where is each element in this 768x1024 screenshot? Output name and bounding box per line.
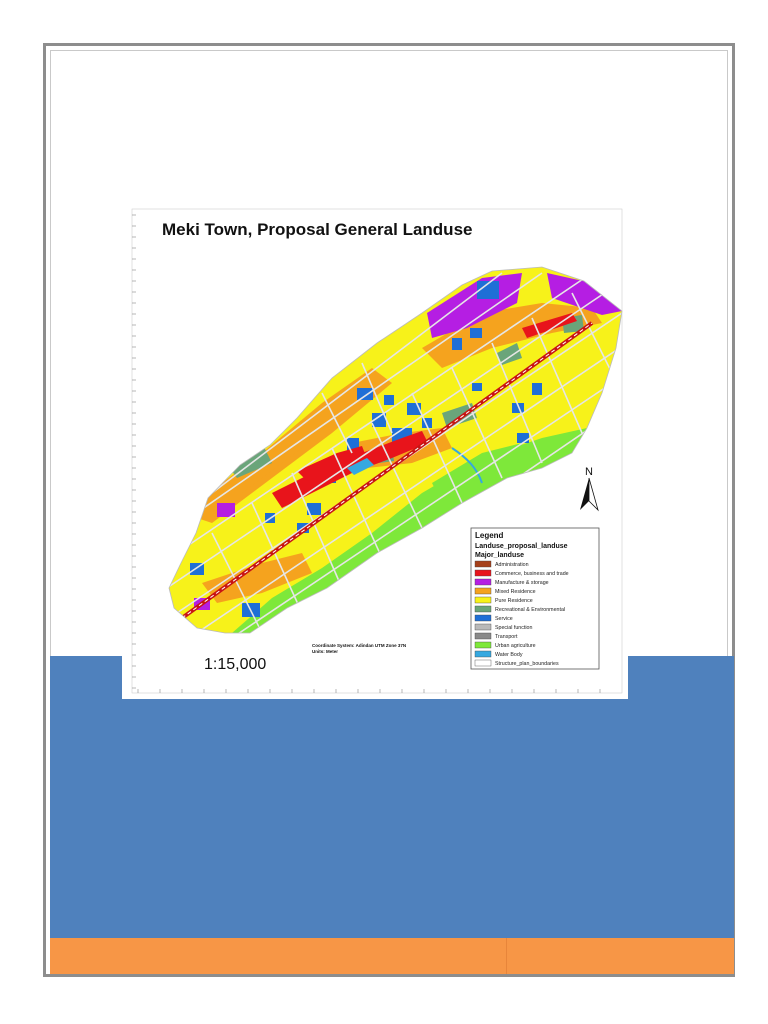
legend-item-label: Administration xyxy=(495,562,529,568)
coordinate-system-note: Coordinate System: Adindan UTM Zone 37N xyxy=(312,643,407,648)
legend-item-label: Transport xyxy=(495,634,518,640)
legend-layer: Landuse_proposal_landuse xyxy=(475,543,568,550)
legend-swatch xyxy=(475,633,491,639)
legend-field: Major_landuse xyxy=(475,552,525,559)
landuse-map-image xyxy=(122,203,628,699)
legend-item-label: Special function xyxy=(495,625,533,631)
legend-item-label: Pure Residence xyxy=(495,598,533,604)
legend-item-label: Manufacture & storage xyxy=(495,580,549,586)
north-arrow-icon xyxy=(580,466,598,510)
footer-divider xyxy=(506,938,507,974)
orange-footer-band xyxy=(50,938,734,974)
legend-item-label: Structure_plan_boundaries xyxy=(495,661,559,667)
legend-title: Legend xyxy=(475,531,504,540)
units-note: Units: Meter xyxy=(312,649,339,654)
legend-item-label: Recreational & Environmental xyxy=(495,607,566,613)
map-scale: 1:15,000 xyxy=(204,656,267,673)
landuse-map-svg xyxy=(122,203,628,699)
legend-swatch xyxy=(475,597,491,603)
legend-swatch xyxy=(475,588,491,594)
legend-item-label: Water Body xyxy=(495,652,523,658)
legend-swatch xyxy=(475,660,491,666)
legend-item-label: Commerce, business and trade xyxy=(495,571,569,577)
legend-item-label: Service xyxy=(495,616,513,622)
map-title: Meki Town, Proposal General Landuse xyxy=(162,220,473,239)
legend-swatch xyxy=(475,615,491,621)
legend-swatch xyxy=(475,642,491,648)
legend-swatch xyxy=(475,651,491,657)
legend-swatch xyxy=(475,579,491,585)
legend-swatch xyxy=(475,606,491,612)
legend-swatch xyxy=(475,570,491,576)
legend-item-label: Urban agriculture xyxy=(495,643,536,649)
map-legend xyxy=(471,528,599,669)
north-label: N xyxy=(585,466,593,478)
legend-swatch xyxy=(475,624,491,630)
legend-item-label: Mixed Residence xyxy=(495,589,536,595)
legend-swatch xyxy=(475,561,491,567)
